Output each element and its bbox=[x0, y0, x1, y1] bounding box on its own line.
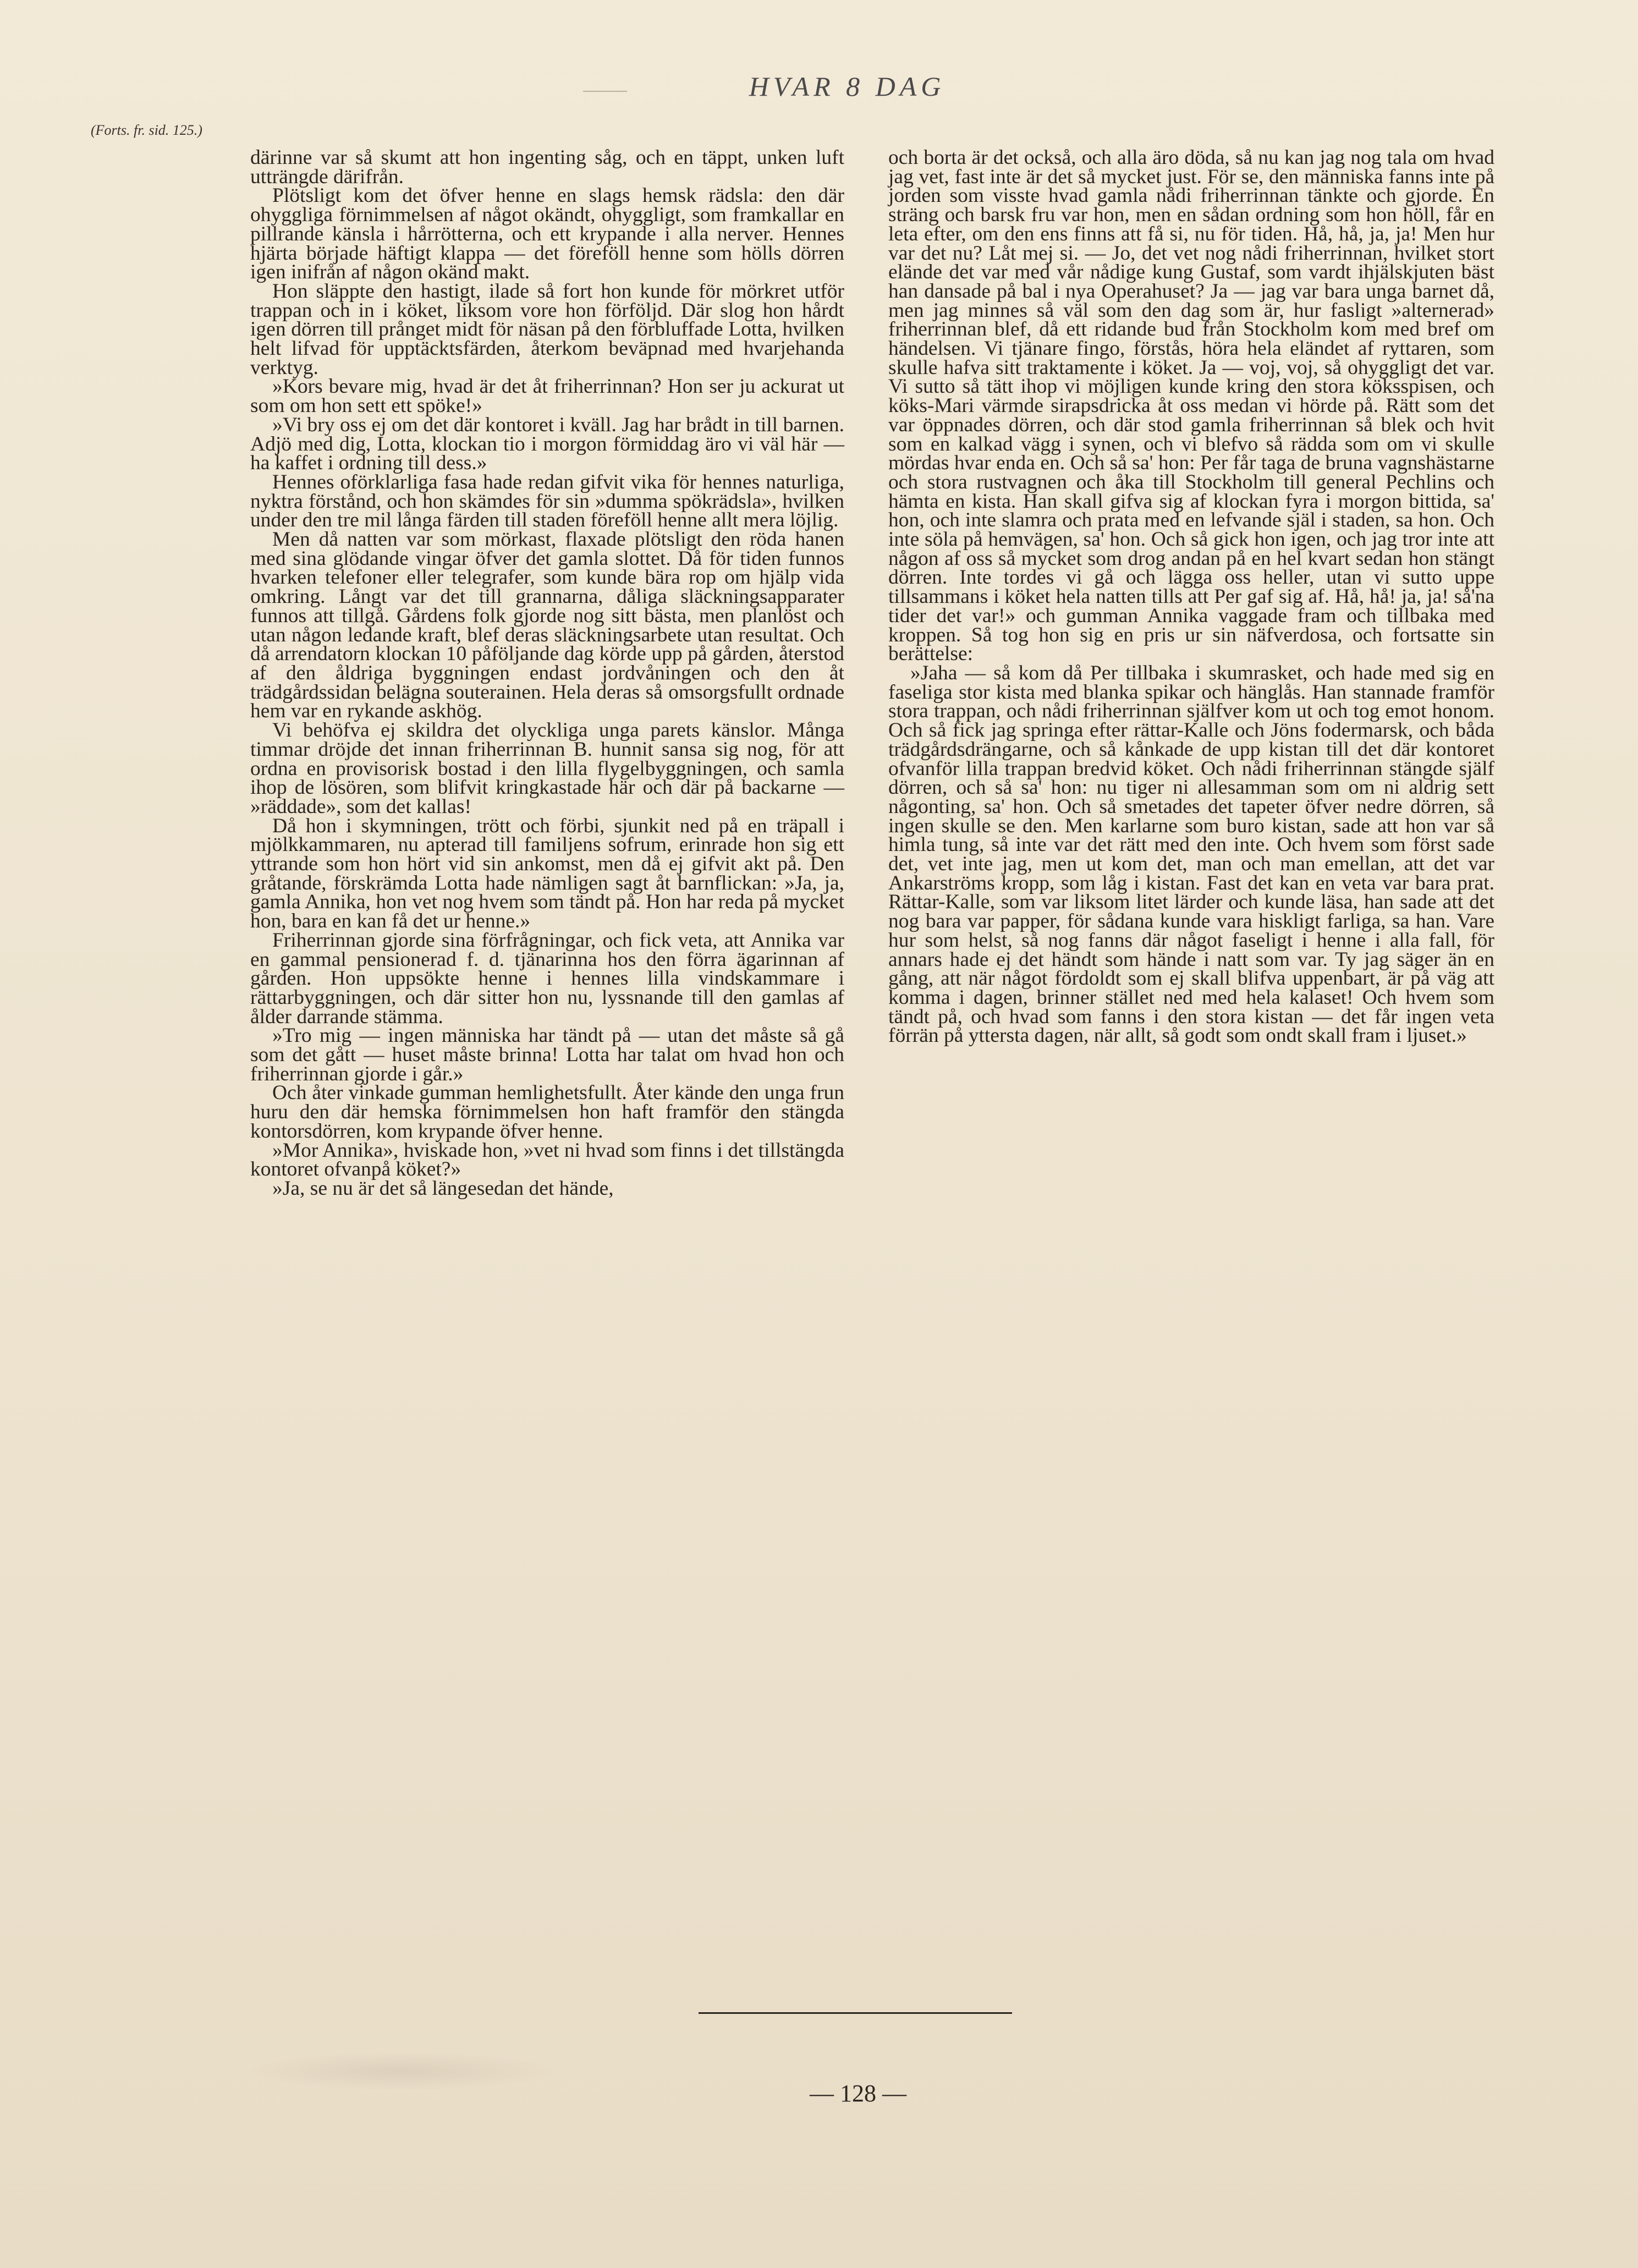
page-number: — 128 — bbox=[810, 2080, 906, 2107]
paragraph: Och åter vinkade gumman hemlighetsfullt. Åter kände den unga frun huru den där hemska förnimmelsen hon haft framför den stängda kontorsdörren, kom krypande öfver henne. bbox=[250, 1081, 844, 1143]
faded-print-mark bbox=[248, 2052, 556, 2090]
paragraph: Då hon i skymningen, trött och förbi, sjunkit ned på en träpall i mjölkkammaren, nu apterad till familjens sofrum, erinrade hon sig ett yttrande som hon hört vid sin ankomst, men då ej gifvit akt på. Den gråtande, förskrämda Lotta hade nämligen sagt åt barnflickan: »Ja, ja, gamla Annika, hon vet nog hvem som tändt på. Hon har reda på mycket hon, bara en kan få det ur henne.» bbox=[250, 814, 844, 933]
paragraph: »Kors bevare mig, hvad är det åt friherrinnan? Hon ser ju ackurat ut som om hon sett ett spöke!» bbox=[250, 375, 844, 418]
paragraph: »Mor Annika», hviskade hon, »vet ni hvad som finns i det tillstängda kontoret ofvanpå köket?» bbox=[250, 1139, 844, 1181]
paragraph: och borta är det också, och alla äro döda, så nu kan jag nog tala om hvad jag vet, fast inte är det så mycket just. För se, den människa fanns inte på jorden som visste hvad gamla nådi friherrinnan tänkte och gjorde. En sträng och barsk fru var hon, men en sådan ordning som hon höll, får en leta efter, om den ens finns att få si, nu för tiden. Hå, hå, ja, ja! Men hur var det nu? Låt mej si. — Jo, det vet nog nådi friherrinnan, hvilket stort elände det var med vår nådige kung Gustaf, som vardt ihjälskjuten bäst han dansade på bal i nya Operahuset? Ja — jag var bara unga barnet då, men jag minnes så väl som den dag som är, hur fasligt »alternerad» friherrinnan blef, då ett ridande bud från Stockholm kom med bref om händelsen. Vi tjänare fingo, förstås, höra hela eländet af ryttaren, som skulle hafva sitt traktamente i köket. Ja — voj, voj, så ohyggligt det var. Vi sutto så tätt ihop vi möjligen kunde kring den stora köksspisen, och köks-Mari värmde sirapsdricka åt oss medan vi hörde på. Rätt som det var öppnades dörren, och där stod gamla friherrinnan så blek och hvit som en kalkad vägg i synen, och vi blefvo så rädda som om vi skulle mördas hvar enda en. Och så sa' hon: Per får taga de bruna vagnshästarne och stora rustvagnen och åka till Stockholm till general Pechlins och hämta en kista. Han skall gifva sig af klockan fyra i morgon bittida, sa' hon, och inte slamra och prata med en lefvande själ i staden, sa hon. Och inte söla på hemvägen, sa' hon. Och så gick hon igen, och jag tror inte att någon af oss så mycket som drog andan på en hel kvart sedan hon stängt dörren. Inte tordes vi gå och lägga oss heller, utan vi sutto uppe tillsammans i köket hela natten tills att Per gaf sig af. Hå, hå! ja, ja! så'na tider det var!» och gumman Annika vaggade fram och tillbaka med kroppen. Så tog hon sig en pris ur sin näfverdosa, och fortsatte sin berättelse: bbox=[888, 146, 1494, 666]
paragraph: Friherrinnan gjorde sina förfrågningar, och fick veta, att Annika var en gammal pensionerad f. d. tjänarinna hos den förra ägarinnan af gården. Hon uppsökte henne i hennes lilla vindskammare i rättarbyggningen, och där sitter hon nu, lyssnande till den gamlas af ålder darrande stämma. bbox=[250, 929, 844, 1028]
paragraph: »Tro mig — ingen människa har tändt på — utan det måste så gå som det gått — huset måste brinna! Lotta har talat om hvad hon och friherrinnan gjorde i går.» bbox=[250, 1024, 844, 1085]
continuation-note: (Forts. fr. sid. 125.) bbox=[91, 122, 202, 138]
paragraph: »Ja, se nu är det så längesedan det hände, bbox=[272, 1177, 614, 1200]
paragraph: »Vi bry oss ej om det där kontoret i kväll. Jag har brådt in till barnen. Adjö med dig, Lotta, klockan tio i morgon förmiddag äro vi väl här — ha kaffet i ordning till dess.» bbox=[250, 413, 844, 475]
header-rule bbox=[583, 91, 627, 92]
end-rule bbox=[699, 2012, 1012, 2014]
paragraph: Men då natten var som mörkast, flaxade plötsligt den röda hanen med sina glödande vingar öfver det gamla slottet. Då för tiden funnos hvarken telefoner eller telegrafer, som kunde bära rop om hjälp vida omkring. Långt var det till grannarna, dåliga släckningsapparater funnos att tillgå. Gårdens folk gjorde nog sitt bästa, men planlöst och utan någon ledande kraft, blef deras släckningsarbete utan resultat. Och då arrendatorn klockan 10 påföljande dag körde upp på gården, återstod af den åldriga byggningen endast jordvåningen och den åt trädgårdssidan belägna souterainen. Hela deras så omsorgsfullt ordnade hem var en rykande askhög. bbox=[250, 528, 844, 723]
right-column bbox=[888, 146, 1494, 1047]
paragraph: Vi behöfva ej skildra det olyckliga unga parets känslor. Många timmar dröjde det innan friherrinnan B. hunnit sansa sig nog, för att ordna en provisorisk bostad i den lilla flygelbyggningen, och samla ihop de lösören, som blifvit kringkastade här och där på backarne — »räddade», som det kallas! bbox=[250, 719, 844, 818]
paragraph: Hennes oförklarliga fasa hade redan gifvit vika för hennes naturliga, nyktra förstånd, och hon skämdes för sin »dumma spökrädsla», hvilken under den tre mil långa färden till staden föreföll henne allt mera löjlig. bbox=[250, 470, 844, 532]
paragraph: därinne var så skumt att hon ingenting såg, och en täppt, unken luft utträngde därifrån. bbox=[250, 146, 844, 188]
left-column bbox=[250, 146, 844, 1200]
page-header-title: HVAR 8 DAG bbox=[749, 71, 946, 102]
paragraph: Hon släppte den hastigt, ilade så fort hon kunde för mörkret utför trappan och in i köket, liksom vore hon förföljd. Där slog hon hårdt igen dörren till prånget midt för näsan på den förbluffade Lotta, hvilken helt lifvad för upptäcktsfärden, återkom beväpnad med hvarjehanda verktyg. bbox=[250, 279, 844, 379]
paragraph: »Jaha — så kom då Per tillbaka i skumrasket, och hade med sig en faseliga stor kista med blanka spikar och hänglås. Han stannade framför stora trappan, och nådi friherrinnan själfver kom ut och tog emot honom. Och så fick jag springa efter rättar-Kalle och Jöns fodermarsk, och båda trädgårdsdrängarne, och så kånkade de upp kistan till det där kontoret ofvanför lilla trappan bredvid köket. Och nådi friherrinnan stängde själf dörren, och så sa' hon: nu tiger ni allesamman som om ni aldrig sett någonting, sa' hon. Och så smetades det tapeter öfver nedre dörren, så ingen skulle se den. Men karlarne som buro kistan, sade att hon var så himla tung, så inte var det rätt med den inte. Och hvem som först sade det, vet inte jag, men ut kom det, man och man emellan, att det var Ankarströms kropp, som låg i kistan. Fast det kan en veta var bara prat. Rättar-Kalle, som var liksom litet lärder och kunde läsa, han sade att det nog bara var papper, för sådana kunde vara hiskligt farliga, sa han. Vare hur som helst, så nog fanns där något faseligt i henne i alla fall, för annars hade ej det händt som hände i natt som var. Ty jag säger än en gång, att när något fördoldt som ej skall blifva uppenbart, är på väg att komma i dagen, brinner stället ned med hela kalaset! Och hvem som tändt på, och hvad som fanns i den stora kistan — det får ingen veta förrän på yttersta dagen, när allt, så godt som ondt skall fram i ljuset.» bbox=[888, 661, 1494, 1047]
paragraph: Plötsligt kom det öfver henne en slags hemsk rädsla: den där ohyggliga förnimmelsen af något okändt, ohyggligt, som framkallar en pillrande känsla i hårrötterna, och ett krypande i alla nerver. Hennes hjärta började häftigt klappa — det föreföll henne som hölls dörren igen inifrån af någon okänd makt. bbox=[250, 184, 844, 284]
